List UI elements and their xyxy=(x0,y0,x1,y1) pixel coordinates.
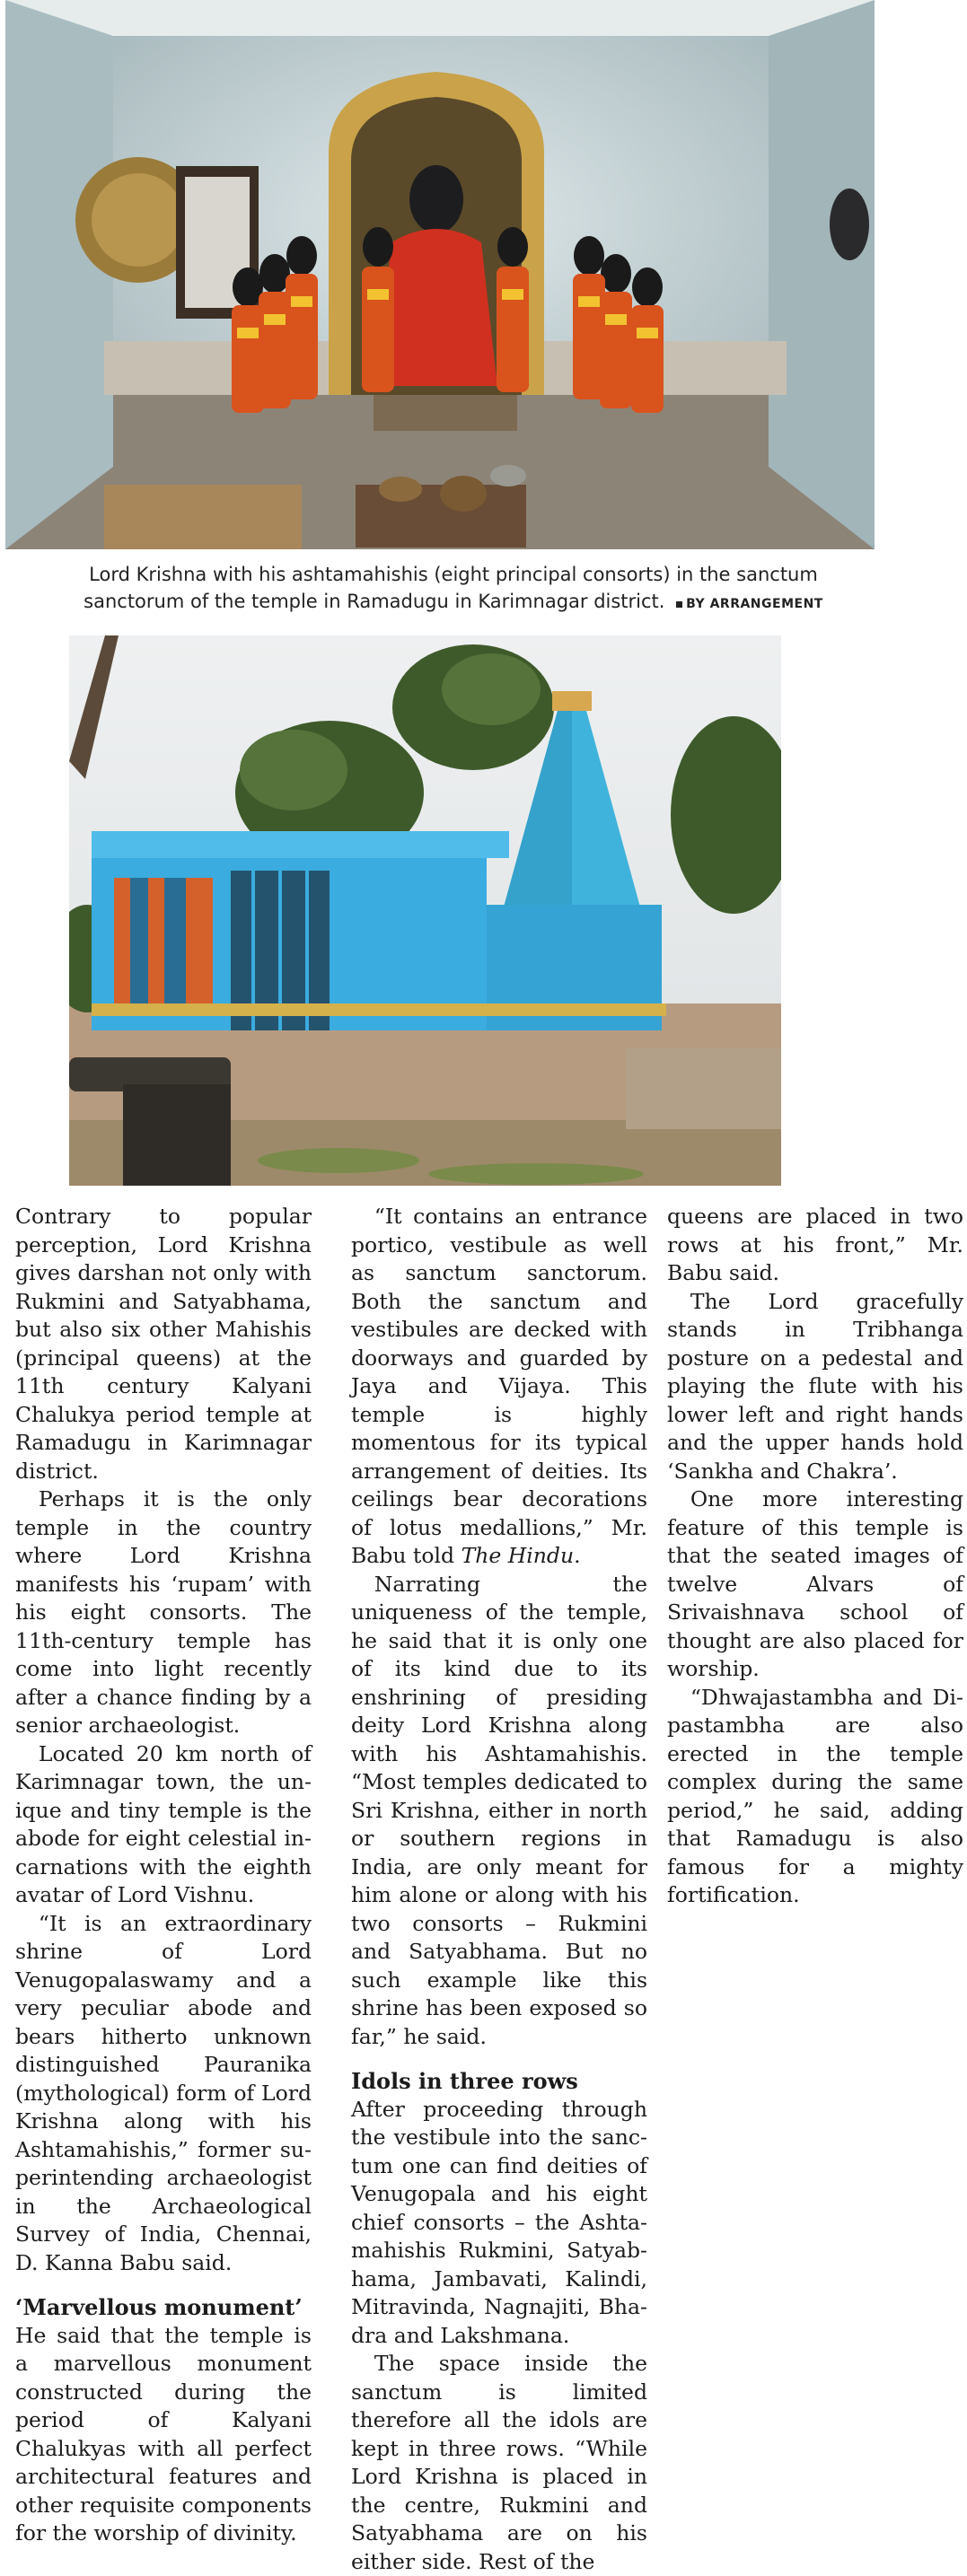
paragraph: queens are placed in two rows at his front,” Mr. Babu said. xyxy=(667,1204,963,1285)
article-column-3 xyxy=(667,1203,963,1910)
paragraph: Contrary to popular perception, Lord Krishna gives darshan not only with Rukmini and Satyabhama, but also six other Mahishis (principal queens) at the 11th century Kalyani Chalukya period temple at Ramadugu in Karimnagar district. xyxy=(15,1204,312,1484)
paragraph: He said that the temple is a marvellous monument constructed during the period of Kalyani Chalukyas with all perfect architectural features and other requisite components for the worship of divinity. xyxy=(15,2322,312,2545)
paragraph: One more interesting feature of this temple is that the seated images of twelve Alvars of Srivaishnava school of thought are also placed for worship. xyxy=(667,1486,963,1681)
temple-exterior-photo xyxy=(69,635,781,1186)
paragraph: “Dhwajastambha and Dipastambha are also erected in the temple complex during the same period,” he said, adding that Ramadugu is also famous for a mighty fortification. xyxy=(667,1684,963,1907)
subheading: ‘Marvellous monument’ xyxy=(15,2294,303,2320)
article-column-1 xyxy=(15,1203,312,2548)
photo-caption xyxy=(49,561,857,618)
paragraph: Located 20 km north of Karimnagar town, the unique and tiny temple is the abode for eight celestial incarnations with the eighth avatar of Lord Vishnu. xyxy=(15,1740,312,1907)
paragraph: Narrating the uniqueness of the temple, he said that it is only one of its kind due to its enshrining of presiding deity Lord Krishna along with his Ashtamahishis. “Most temples dedicated to Sri Krishna, either in north or southern regions in India, are only meant for him alone or along with his two consorts – Rukmini and Satyabhama. But no such example like this shrine has been exposed so far,” he said. xyxy=(351,1571,647,2049)
photo-credit: BY ARRANGEMENT xyxy=(676,597,823,611)
paragraph: After proceeding through the vestibule into the sanctum one can find deities of Venugopala and his eight chief consorts – the Ashtamahishis Rukmini, Satyabhama, Jambavati, Kalindi, Mitravinda, Nagnajiti, Bhadra and Lakshmana. xyxy=(351,2096,647,2348)
sanctum-photo xyxy=(5,0,875,549)
caption-text: Lord Krishna with his ashtamahishis (eight principal consorts) in the sanctum sanctorum of the temple in Ramadugu in Karimnagar district. xyxy=(84,564,818,612)
paragraph-text: “It contains an entrance portico, vestibule as well as sanctum sanctorum. Both the sanctum and vestibules are decked with doorways and guarded by Jaya and Vijaya. This temple is highly momentous for its typical arrangement of deities. Its ceilings bear decorations of lotus medallions,” Mr. Babu told xyxy=(351,1204,647,1568)
subheading: Idols in three rows xyxy=(351,2068,578,2094)
paragraph: Perhaps it is the only temple in the country where Lord Krishna manifests his ‘rupam’ with his eight consorts. The 11th-century temple has come into light recently after a chance finding by a senior archaeologist. xyxy=(15,1486,312,1738)
publication-name: The Hindu xyxy=(461,1543,575,1568)
paragraph xyxy=(351,1203,647,1571)
paragraph: The Lord gracefully stands in Tribhanga posture on a pedestal and playing the flute with his lower left and right hands and the upper hands hold ‘Sankha and Chakra’. xyxy=(667,1288,963,1484)
paragraph: “It is an extraordinary shrine of Lord Venugopalaswamy and a very peculiar abode and bears hitherto unknown distinguished Pauranika (mythological) form of Lord Krishna along with his Ashtamahishis,” former superintending archaeologist in the Archaeological Survey of India, Chennai, D. Kanna Babu said. xyxy=(15,1910,312,2275)
paragraph: The space inside the sanctum is limited therefore all the idols are kept in three rows. “While Lord Krishna is placed in the centre, Rukmini and Satyabhama are on his either side. Rest of the xyxy=(351,2351,647,2574)
paragraph-end: . xyxy=(574,1543,581,1568)
article-column-2 xyxy=(351,1203,647,2576)
